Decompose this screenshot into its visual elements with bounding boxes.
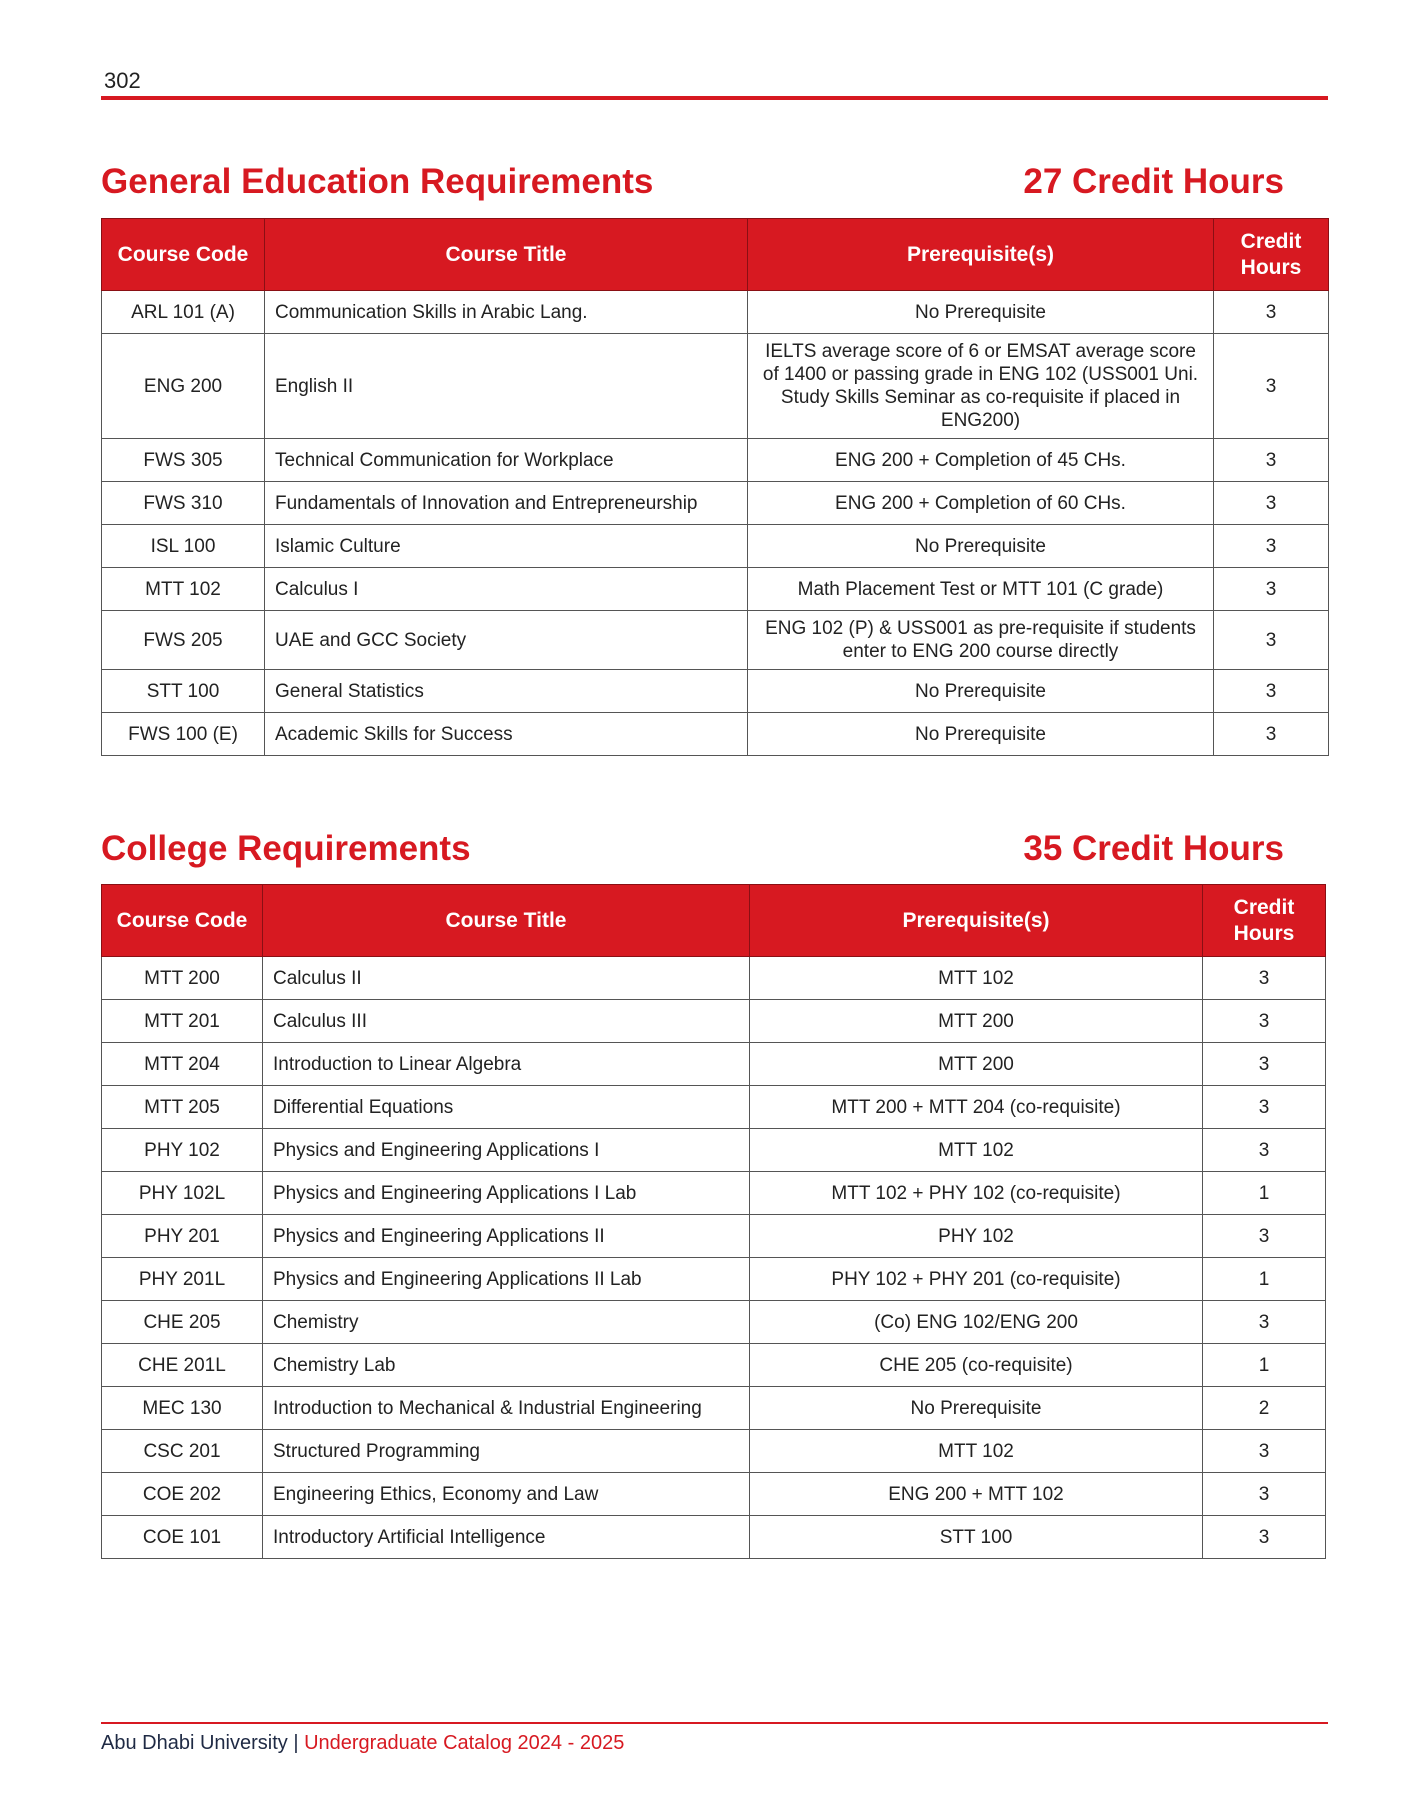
footer-divider bbox=[101, 1722, 1328, 1724]
college-requirements-table bbox=[101, 884, 1326, 1559]
credit-hours-cell: 3 bbox=[1203, 1000, 1326, 1043]
course-code-cell: FWS 310 bbox=[102, 482, 265, 525]
table-row bbox=[102, 439, 1329, 482]
table-row bbox=[102, 525, 1329, 568]
course-title-cell: Chemistry bbox=[263, 1301, 750, 1344]
course-title-cell: Fundamentals of Innovation and Entrepreneurship bbox=[265, 482, 748, 525]
table-row bbox=[102, 713, 1329, 756]
header-prerequisites: Prerequisite(s) bbox=[748, 219, 1214, 291]
prerequisite-cell: MTT 102 bbox=[750, 1129, 1203, 1172]
course-title-cell: Engineering Ethics, Economy and Law bbox=[263, 1473, 750, 1516]
section-credit-hours: 27 Credit Hours bbox=[1023, 162, 1284, 201]
course-title-cell: Physics and Engineering Applications I bbox=[263, 1129, 750, 1172]
course-code-cell: MTT 204 bbox=[102, 1043, 263, 1086]
table-row bbox=[102, 1172, 1326, 1215]
credit-hours-cell: 3 bbox=[1214, 568, 1329, 611]
footer-catalog: Undergraduate Catalog 2024 - 2025 bbox=[304, 1732, 625, 1754]
college-requirements-heading bbox=[101, 827, 1284, 871]
course-title-cell: Islamic Culture bbox=[265, 525, 748, 568]
course-title-cell: Academic Skills for Success bbox=[265, 713, 748, 756]
course-title-cell: Introductory Artificial Intelligence bbox=[263, 1516, 750, 1559]
header-credit-hours: Credit Hours bbox=[1214, 219, 1329, 291]
table-row bbox=[102, 1086, 1326, 1129]
table-header-row bbox=[102, 219, 1329, 291]
prerequisite-cell: MTT 200 + MTT 204 (co-requisite) bbox=[750, 1086, 1203, 1129]
prerequisite-cell: No Prerequisite bbox=[750, 1387, 1203, 1430]
prerequisite-cell: MTT 102 + PHY 102 (co-requisite) bbox=[750, 1172, 1203, 1215]
prerequisite-cell: No Prerequisite bbox=[748, 291, 1214, 334]
course-code-cell: CHE 205 bbox=[102, 1301, 263, 1344]
general-education-table bbox=[101, 218, 1329, 756]
prerequisite-cell: Math Placement Test or MTT 101 (C grade) bbox=[748, 568, 1214, 611]
section-title: College Requirements bbox=[101, 829, 471, 868]
table-row bbox=[102, 1473, 1326, 1516]
prerequisite-cell: MTT 102 bbox=[750, 1430, 1203, 1473]
course-code-cell: STT 100 bbox=[102, 670, 265, 713]
footer-separator: | bbox=[293, 1732, 299, 1754]
course-title-cell: Physics and Engineering Applications II bbox=[263, 1215, 750, 1258]
table-row bbox=[102, 334, 1329, 439]
credit-hours-cell: 3 bbox=[1214, 482, 1329, 525]
course-title-cell: Calculus II bbox=[263, 957, 750, 1000]
course-title-cell: Introduction to Linear Algebra bbox=[263, 1043, 750, 1086]
section-title: General Education Requirements bbox=[101, 162, 654, 201]
course-code-cell: PHY 201L bbox=[102, 1258, 263, 1301]
course-code-cell: ARL 101 (A) bbox=[102, 291, 265, 334]
prerequisite-cell: ENG 102 (P) & USS001 as pre-requisite if students enter to ENG 200 course directly bbox=[748, 611, 1214, 670]
table-row bbox=[102, 1301, 1326, 1344]
credit-hours-cell: 3 bbox=[1214, 334, 1329, 439]
course-code-cell: CHE 201L bbox=[102, 1344, 263, 1387]
table-row bbox=[102, 1043, 1326, 1086]
credit-hours-cell: 3 bbox=[1214, 611, 1329, 670]
course-code-cell: FWS 100 (E) bbox=[102, 713, 265, 756]
prerequisite-cell: MTT 200 bbox=[750, 1000, 1203, 1043]
credit-hours-cell: 3 bbox=[1203, 1086, 1326, 1129]
credit-hours-cell: 3 bbox=[1203, 1043, 1326, 1086]
section-credit-hours: 35 Credit Hours bbox=[1023, 829, 1284, 868]
credit-hours-cell: 3 bbox=[1214, 525, 1329, 568]
table-row bbox=[102, 957, 1326, 1000]
credit-hours-cell: 3 bbox=[1203, 1516, 1326, 1559]
prerequisite-cell: STT 100 bbox=[750, 1516, 1203, 1559]
course-code-cell: PHY 201 bbox=[102, 1215, 263, 1258]
footer-university: Abu Dhabi University bbox=[101, 1732, 288, 1754]
header-prerequisites: Prerequisite(s) bbox=[750, 885, 1203, 957]
prerequisite-cell: No Prerequisite bbox=[748, 713, 1214, 756]
header-course-code: Course Code bbox=[102, 219, 265, 291]
course-code-cell: MTT 201 bbox=[102, 1000, 263, 1043]
credit-hours-cell: 3 bbox=[1203, 1301, 1326, 1344]
table-header-row bbox=[102, 885, 1326, 957]
course-code-cell: FWS 205 bbox=[102, 611, 265, 670]
table-row bbox=[102, 568, 1329, 611]
credit-hours-cell: 2 bbox=[1203, 1387, 1326, 1430]
header-divider bbox=[101, 96, 1328, 100]
credit-hours-cell: 1 bbox=[1203, 1258, 1326, 1301]
credit-hours-cell: 1 bbox=[1203, 1172, 1326, 1215]
table-row bbox=[102, 1344, 1326, 1387]
course-code-cell: MTT 205 bbox=[102, 1086, 263, 1129]
course-title-cell: Introduction to Mechanical & Industrial Engineering bbox=[263, 1387, 750, 1430]
course-title-cell: Communication Skills in Arabic Lang. bbox=[265, 291, 748, 334]
course-code-cell: MTT 102 bbox=[102, 568, 265, 611]
table-row bbox=[102, 1516, 1326, 1559]
course-code-cell: FWS 305 bbox=[102, 439, 265, 482]
table-row bbox=[102, 1387, 1326, 1430]
course-title-cell: Chemistry Lab bbox=[263, 1344, 750, 1387]
table-row bbox=[102, 1215, 1326, 1258]
table-row bbox=[102, 611, 1329, 670]
prerequisite-cell: PHY 102 + PHY 201 (co-requisite) bbox=[750, 1258, 1203, 1301]
prerequisite-cell: ENG 200 + MTT 102 bbox=[750, 1473, 1203, 1516]
credit-hours-cell: 3 bbox=[1214, 291, 1329, 334]
prerequisite-cell: PHY 102 bbox=[750, 1215, 1203, 1258]
footer bbox=[101, 1730, 624, 1756]
prerequisite-cell: (Co) ENG 102/ENG 200 bbox=[750, 1301, 1203, 1344]
course-title-cell: Calculus I bbox=[265, 568, 748, 611]
header-credit-hours: Credit Hours bbox=[1203, 885, 1326, 957]
credit-hours-cell: 3 bbox=[1214, 713, 1329, 756]
header-course-title: Course Title bbox=[263, 885, 750, 957]
prerequisite-cell: IELTS average score of 6 or EMSAT average score of 1400 or passing grade in ENG 102 (USS001 Uni. Study Skills Seminar as co-requisite if placed in ENG200) bbox=[748, 334, 1214, 439]
course-code-cell: COE 101 bbox=[102, 1516, 263, 1559]
course-code-cell: PHY 102L bbox=[102, 1172, 263, 1215]
credit-hours-cell: 3 bbox=[1214, 670, 1329, 713]
table-row bbox=[102, 1000, 1326, 1043]
course-title-cell: UAE and GCC Society bbox=[265, 611, 748, 670]
credit-hours-cell: 1 bbox=[1203, 1344, 1326, 1387]
prerequisite-cell: MTT 102 bbox=[750, 957, 1203, 1000]
course-code-cell: ENG 200 bbox=[102, 334, 265, 439]
course-code-cell: CSC 201 bbox=[102, 1430, 263, 1473]
prerequisite-cell: ENG 200 + Completion of 60 CHs. bbox=[748, 482, 1214, 525]
header-course-code: Course Code bbox=[102, 885, 263, 957]
table-row bbox=[102, 1258, 1326, 1301]
table-row bbox=[102, 670, 1329, 713]
credit-hours-cell: 3 bbox=[1203, 1473, 1326, 1516]
course-title-cell: Physics and Engineering Applications I Lab bbox=[263, 1172, 750, 1215]
course-code-cell: COE 202 bbox=[102, 1473, 263, 1516]
prerequisite-cell: No Prerequisite bbox=[748, 525, 1214, 568]
table-row bbox=[102, 482, 1329, 525]
credit-hours-cell: 3 bbox=[1203, 957, 1326, 1000]
credit-hours-cell: 3 bbox=[1203, 1129, 1326, 1172]
table-row bbox=[102, 1129, 1326, 1172]
course-title-cell: Technical Communication for Workplace bbox=[265, 439, 748, 482]
course-code-cell: PHY 102 bbox=[102, 1129, 263, 1172]
course-title-cell: Physics and Engineering Applications II Lab bbox=[263, 1258, 750, 1301]
table-row bbox=[102, 1430, 1326, 1473]
table-row bbox=[102, 291, 1329, 334]
course-title-cell: English II bbox=[265, 334, 748, 439]
credit-hours-cell: 3 bbox=[1214, 439, 1329, 482]
prerequisite-cell: MTT 200 bbox=[750, 1043, 1203, 1086]
credit-hours-cell: 3 bbox=[1203, 1215, 1326, 1258]
credit-hours-cell: 3 bbox=[1203, 1430, 1326, 1473]
course-title-cell: Structured Programming bbox=[263, 1430, 750, 1473]
course-title-cell: Calculus III bbox=[263, 1000, 750, 1043]
prerequisite-cell: CHE 205 (co-requisite) bbox=[750, 1344, 1203, 1387]
course-title-cell: General Statistics bbox=[265, 670, 748, 713]
header-course-title: Course Title bbox=[265, 219, 748, 291]
page-number: 302 bbox=[104, 68, 141, 93]
prerequisite-cell: ENG 200 + Completion of 45 CHs. bbox=[748, 439, 1214, 482]
course-code-cell: MTT 200 bbox=[102, 957, 263, 1000]
course-code-cell: ISL 100 bbox=[102, 525, 265, 568]
prerequisite-cell: No Prerequisite bbox=[748, 670, 1214, 713]
course-code-cell: MEC 130 bbox=[102, 1387, 263, 1430]
general-education-heading bbox=[101, 160, 1284, 204]
course-title-cell: Differential Equations bbox=[263, 1086, 750, 1129]
